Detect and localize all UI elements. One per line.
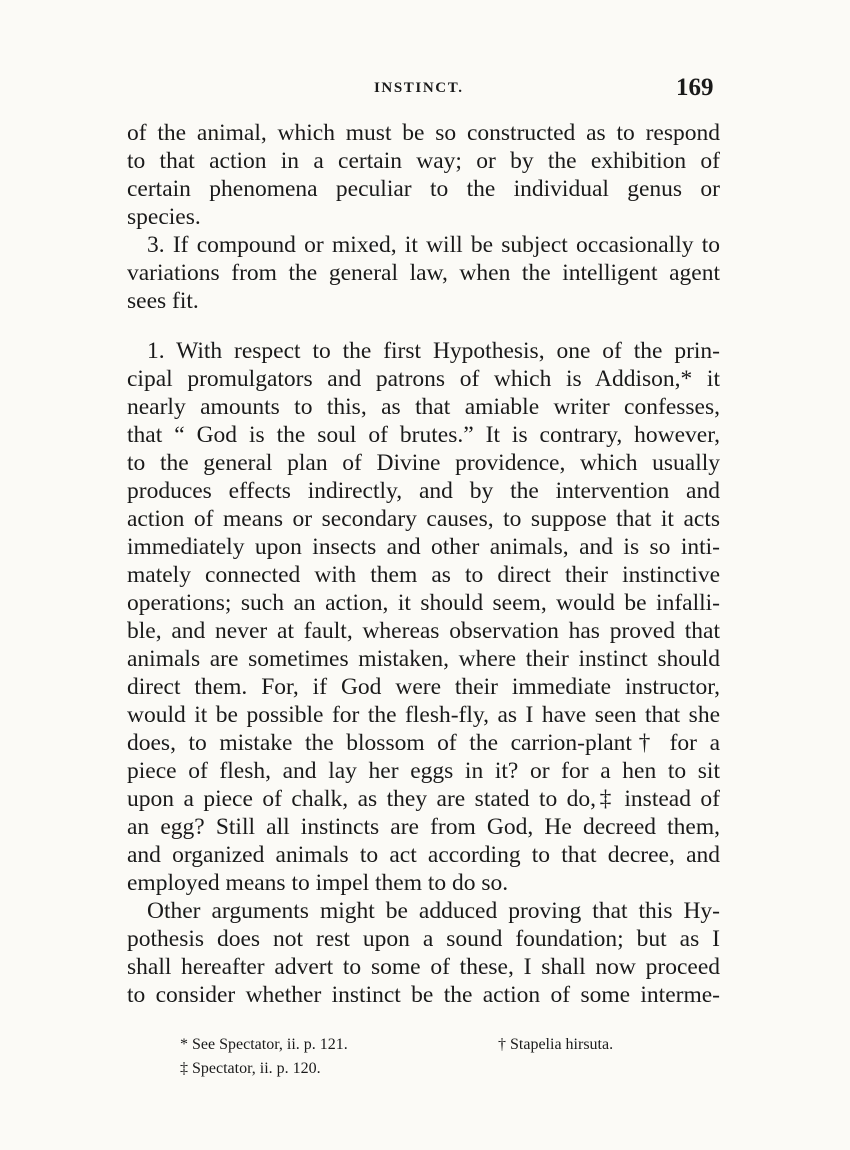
body-line: an egg? Still all instincts are from God, He decreed them, [127,814,720,840]
body-line: of the animal, which must be so constructed as to respond [127,120,720,146]
body-line: would it be possible for the flesh-fly, as I have seen that she [127,702,720,728]
body-line: does, to mistake the blossom of the carrion-plant† for a [127,730,720,756]
page-number: 169 [676,74,714,101]
body-line: 3. If compound or mixed, it will be subject occasionally to [147,232,720,258]
body-line: immediately upon insects and other animals, and is so inti- [127,534,720,560]
body-line: sees fit. [127,288,199,314]
body-line: ble, and never at fault, whereas observation has proved that [127,618,720,644]
body-line: to consider whether instinct be the action of some interme- [127,982,720,1008]
body-line: and organized animals to act according to that decree, and [127,842,720,868]
body-line: 1. With respect to the first Hypothesis, one of the prin- [147,338,720,364]
body-line: Other arguments might be adduced proving that this Hy- [147,898,720,924]
body-line: upon a piece of chalk, as they are stated to do,‡ instead of [127,786,720,812]
body-line: that “ God is the soul of brutes.” It is contrary, however, [127,422,720,448]
running-head [0,76,850,106]
body-text [127,119,720,1009]
footnote: * See Spectator, ii. p. 121. [180,1036,348,1053]
body-line: shall hereafter advert to some of these, I shall now proceed [127,954,720,980]
body-line: employed means to impel them to do so. [127,870,509,896]
body-line: to the general plan of Divine providence, which usually [127,450,720,476]
body-line: piece of flesh, and lay her eggs in it? or for a hen to sit [127,758,720,784]
body-line: species. [127,204,201,230]
body-line: to that action in a certain way; or by the exhibition of [127,148,720,174]
running-title: INSTINCT. [374,80,464,96]
footnote: ‡ Spectator, ii. p. 120. [180,1060,321,1077]
body-line: mately connected with them as to direct their instinctive [127,562,720,588]
body-line: cipal promulgators and patrons of which is Addison,* it [127,366,720,392]
body-line: variations from the general law, when the intelligent agent [127,260,720,286]
body-line: produces effects indirectly, and by the intervention and [127,478,720,504]
body-line: nearly amounts to this, as that amiable writer confesses, [127,394,720,420]
footnote: † Stapelia hirsuta. [498,1036,614,1053]
body-line: animals are sometimes mistaken, where their instinct should [127,646,720,672]
body-line: certain phenomena peculiar to the individual genus or [127,176,720,202]
body-line: pothesis does not rest upon a sound foundation; but as I [127,926,720,952]
body-line: action of means or secondary causes, to suppose that it acts [127,506,720,532]
body-line: operations; such an action, it should seem, would be infalli- [127,590,720,616]
body-line: direct them. For, if God were their immediate instructor, [127,674,720,700]
